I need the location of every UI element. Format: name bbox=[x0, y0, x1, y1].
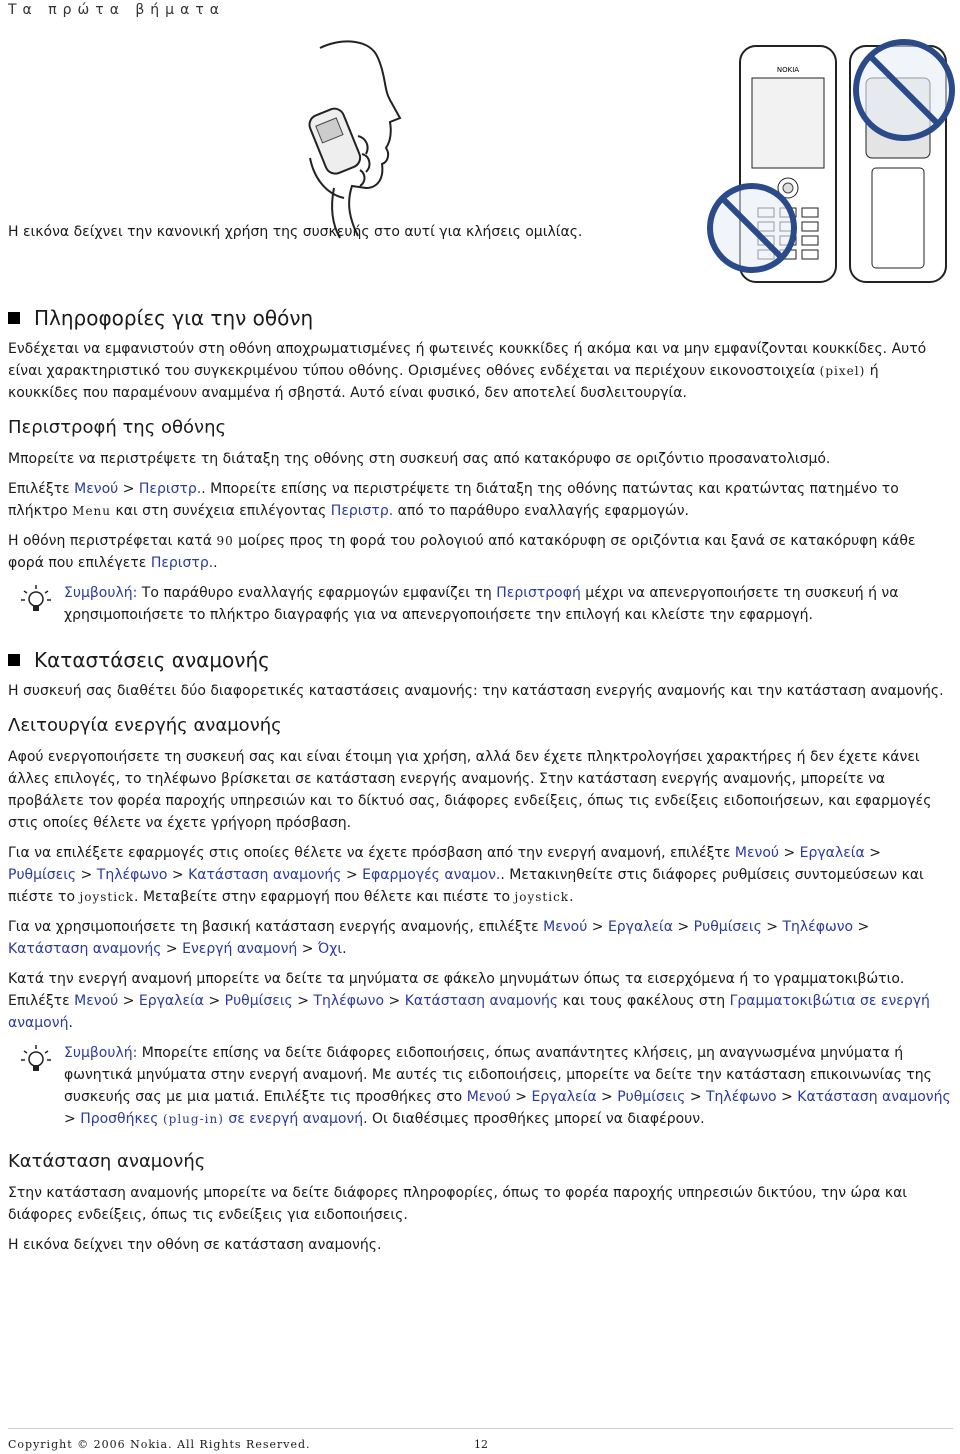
paragraph-standby-modes: Η συσκευή σας διαθέτει δύο διαφορετικές καταστάσεις αναμονής: την κατάσταση ενεργής αναμονής και την κατάσταση αναμονής. bbox=[8, 683, 944, 699]
tip-rotation: Συμβουλή: Το παράθυρο εναλλαγής εφαρμογών εμφανίζει τη Περιστροφή μέχρι να απενεργοποιήσετε τη συσκευή ή να χρησιμοποιήσετε το πλήκτρο διαγραφής για να απενεργοποιήσετε την επιλογή και κλείστε την εφαρμογή. bbox=[8, 582, 953, 626]
paragraph-active-standby: Αφού ενεργοποιήσετε τη συσκευή σας και είναι έτοιμη για χρήση, αλλά δεν έχετε πληκτρολογήσει χαρακτήρες ή δεν έχετε κάνει άλλες επιλογές, το τηλέφωνο βρίσκεται σε κατάσταση ενεργής αναμονής. Στην κατάσταση ενεργής αναμονής, μπορείτε να προβάλετε τον φορέα παροχής υπηρεσιών και το δίκτυό σας, διάφορες ενδείξεις, όπως τις ενδείξεις ειδοποιήσεων, και εφαρμογές στις οποίες θέλετε να έχετε γρήγορη πρόσβαση. bbox=[8, 749, 932, 831]
paragraph-display-info: Ενδέχεται να εμφανιστούν στη οθόνη αποχρωματισμένες ή φωτεινές κουκκίδες ή ακόμα και να μην εμφανίζονται κουκκίδες. Αυτό είναι χαρακτηριστικό του συγκεκριμένου τύπου οθόνης. Ορισμένες οθόνες ενδέχεται να περιέχουν εικονοστοιχεία (pixel) ή κουκκίδες που παραμένουν αναμμένα ή σβηστά. Αυτό είναι φυσικό, δεν αποτελεί δυσλειτουργία. bbox=[8, 341, 927, 401]
paragraph-rotation-intro: Μπορείτε να περιστρέψετε τη διάταξη της οθόνης στη συσκευή σας από κατακόρυφο σε οριζόντιο προσανατολισμό. bbox=[8, 451, 831, 467]
bullet-square-icon bbox=[8, 654, 20, 666]
section-heading-standby-modes: Καταστάσεις αναμονής bbox=[8, 648, 953, 672]
paragraph-standby: Στην κατάσταση αναμονής μπορείτε να δείτε διάφορες πληροφορίες, όπως το φορέα παροχής υπηρεσιών δικτύου, την ώρα και διάφορες ενδείξεις, όπως τις ενδείξεις για ειδοποιήσεις. bbox=[8, 1185, 908, 1223]
link-rotate-2[interactable]: Περιστρ. bbox=[330, 503, 394, 519]
footer-divider bbox=[8, 1428, 953, 1429]
link-menu[interactable]: Μενού bbox=[74, 481, 119, 497]
paragraph-rotation-degrees: Η οθόνη περιστρέφεται κατά 90 μοίρες προς τη φορά του ρολογιού από κατακόρυφη σε οριζόντια και ξανά σε κατακόρυφη κάθε φορά που επιλέγετε Περιστρ.. bbox=[8, 533, 916, 571]
figure-caption: Η εικόνα δείχνει την κανονική χρήση της συσκευής στο αυτί για κλήσεις ομιλίας. bbox=[8, 224, 583, 240]
subheading-screen-rotation: Περιστροφή της οθόνης bbox=[8, 417, 227, 438]
link-rotation[interactable]: Περιστροφή bbox=[496, 585, 581, 601]
subheading-active-standby: Λειτουργία ενεργής αναμονής bbox=[8, 715, 282, 736]
paragraph-messages-standby: Κατά την ενεργή αναμονή μπορείτε να δείτε τα μηνύματα σε φάκελο μηνυμάτων όπως τα εισερχόμενα ή το γραμματοκιβώτιο. Επιλέξτε Μενού > Εργαλεία > Ρυθμίσεις > Τηλέφωνο > Κατάσταση αναμονής και τους φακέλους στη Γραμματοκιβώτια σε ενεργή αναμονή. bbox=[8, 971, 930, 1031]
link-rotate[interactable]: Περιστρ. bbox=[138, 481, 202, 497]
lightbulb-tip-icon bbox=[8, 582, 64, 614]
tip-notifications: Συμβουλή: Μπορείτε επίσης να δείτε διάφορες ειδοποιήσεις, όπως αναπάντητες κλήσεις, μη αναγνωσμένα μηνύματα ή φωνητικά μηνύματα στην ενεργή αναμονή. Με αυτές τις ειδοποιήσεις, μπορείτε να δείτε την κατάσταση επικοινωνίας της συσκευής σας με μια ματιά. Επιλέξτε τις προσθήκες στο Μενού > Εργαλεία > Ρυθμίσεις > Τηλέφωνο > Κατάσταση αναμονής > Προσθήκες (plug-in) σε ενεργή αναμονή. Οι διαθέσιμες προσθήκες μπορεί να διαφέρουν. bbox=[8, 1042, 953, 1130]
link-rotate-3[interactable]: Περιστρ. bbox=[150, 555, 214, 571]
page-number: 12 bbox=[474, 1438, 488, 1451]
paragraph-basic-standby: Για να χρησιμοποιήσετε τη βασική κατάσταση ενεργής αναμονής, επιλέξτε Μενού > Εργαλεία > Ρυθμίσεις > Τηλέφωνο > Κατάσταση αναμονής > Ενεργή αναμονή > Όχι. bbox=[8, 919, 870, 957]
section-heading-display-info: Πληροφορίες για την οθόνη bbox=[8, 306, 953, 330]
bullet-square-icon bbox=[8, 312, 20, 324]
paragraph-standby-figure: Η εικόνα δείχνει την οθόνη σε κατάσταση αναμονής. bbox=[8, 1237, 382, 1253]
paragraph-rotation-steps: Επιλέξτε Μενού > Περιστρ.. Μπορείτε επίσης να περιστρέψετε τη διάταξη της οθόνης πατώντας και κρατώντας πατημένο το πλήκτρο Menu και στη συνέχεια επιλέγοντας Περιστρ. από το παράθυρο εναλλαγής εφαρμογών. bbox=[8, 481, 899, 519]
paragraph-active-standby-apps: Για να επιλέξετε εφαρμογές στις οποίες θέλετε να έχετε πρόσβαση από την ενεργή αναμονή, επιλέξτε Μενού > Εργαλεία > Ρυθμίσεις > Τηλέφωνο > Κατάσταση αναμονής > Εφαρμογές αναμον.. Μετακινηθείτε στις διάφορες ρυθμίσεις συντομεύσεων και πιέστε το joystick. Μεταβείτε στην εφαρμογή που θέλετε και πιέστε το joystick. bbox=[8, 845, 924, 905]
lightbulb-tip-icon bbox=[8, 1042, 64, 1074]
prohibition-icon-back bbox=[856, 42, 952, 138]
link-mailboxes[interactable]: Γραμματοκιβώτια σε ενεργή αναμονή bbox=[8, 993, 930, 1031]
phone-brand: NOKIA bbox=[776, 66, 800, 74]
running-header: Τα πρώτα βήματα bbox=[8, 2, 225, 18]
document-body bbox=[8, 306, 953, 1256]
subheading-standby: Κατάσταση αναμονής bbox=[8, 1151, 206, 1172]
footer-copyright: Copyright © 2006 Nokia. All Rights Reserved. bbox=[8, 1438, 311, 1451]
phone-usage-illustration bbox=[300, 38, 960, 288]
prohibition-icon-front bbox=[710, 186, 794, 270]
